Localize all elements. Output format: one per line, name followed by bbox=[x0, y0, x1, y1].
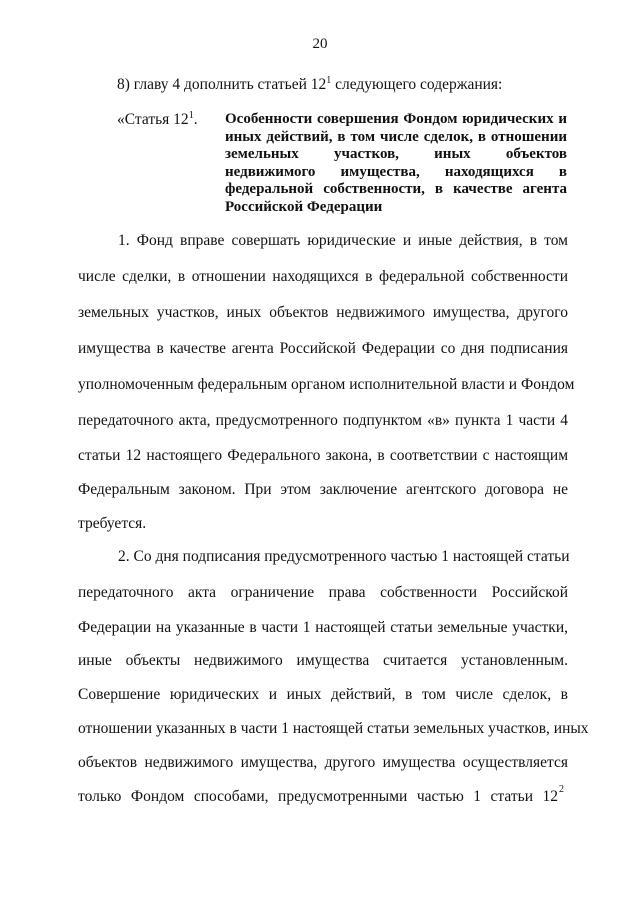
amendment-intro-suffix: следующего содержания: bbox=[331, 76, 503, 93]
article-label-sup: 1 bbox=[188, 110, 194, 121]
paragraph-line: уполномоченным федеральным органом исполнительной власти и Фондом bbox=[78, 376, 575, 393]
paragraph-line: числе сделки, в отношении находящихся в федеральной собственности bbox=[78, 268, 568, 285]
paragraph-line: объектов недвижимого имущества, другого имущества осуществляется bbox=[78, 754, 568, 771]
paragraph-line: передаточного акта, предусмотренного подпунктом «в» пункта 1 части 4 bbox=[78, 412, 568, 429]
article-title-line: Особенности совершения Фондом юридических и bbox=[225, 111, 567, 127]
paragraph-line: Совершение юридических и иных действий, в том числе сделок, в bbox=[78, 686, 568, 703]
article-label-prefix: «Статья 12 bbox=[117, 111, 189, 128]
paragraph-line: 1. Фонд вправе совершать юридические и иные действия, в том bbox=[118, 232, 568, 249]
article-title-line: недвижимого имущества, находящихся в bbox=[225, 163, 567, 180]
article-label-suffix: . bbox=[193, 111, 198, 128]
article-title bbox=[225, 111, 567, 216]
paragraph-line: имущества в качестве агента Российской Федерации со дня подписания bbox=[78, 340, 568, 357]
document-page: 20 8) главу 4 дополнить статьей $12^1$ следующего содержания: «Статья $12^1$. Особенности совершения Фондом юридических и иных действий, в том числе сделок, в отношении земельных участков, иных объектов недвижимого имущества, находящихся в федеральной собственности, в качестве агента Российской Федерации 1. Фонд вправе совершать юридические и иные действия, в том числе сделки, в отношении находящихся в федеральной собственности земельных участков, иных объектов недвижимого имущества, другого имущества в качестве агента Российской Федерации со дня подписания уполномоченным федеральным органом исполнительной власти и Фондом передаточного акта, предусмотренного подпунктом «в» пункта 1 части 4 статьи 12 настоящего Федерального закона, в соответствии с настоящим Федеральным законом. При этом заключение агентского договора не требуется. 2. Со дня подписания предусмотренного частью 1 настоящей статьи передаточного акта ограничение права собственности Российской Федерации на указанные в части 1 настоящей статьи земельные участки, иные объекты недвижимого имущества считается установленным. Совершение юридических и иных действий, в том числе сделок, в отношении указанных в части 1 настоящей статьи земельных участков, иных объектов недвижимого имущества, другого имущества осуществляется только Фондом способами, предусмотренными частью 1 статьи 12 2 bbox=[0, 0, 640, 905]
page-number: 20 bbox=[312, 36, 328, 52]
paragraph-line: требуется. bbox=[78, 515, 147, 532]
article-title-line: иных действий, в том числе сделок, в отношении bbox=[225, 128, 567, 145]
amendment-intro-sup: 1 bbox=[326, 75, 332, 86]
article-title-line: земельных участков, иных объектов bbox=[225, 146, 567, 162]
amendment-intro-text: 8) главу 4 дополнить статьей 12 bbox=[117, 76, 327, 93]
paragraph-line: земельных участков, иных объектов недвижимого имущества, другого bbox=[78, 304, 568, 321]
paragraph-line: отношении указанных в части 1 настоящей статьи земельных участков, иных bbox=[78, 720, 589, 737]
paragraph-line: Федеральным законом. При этом заключение агентского договора не bbox=[78, 481, 568, 498]
article-title-line: федеральной собственности, в качестве агента bbox=[225, 181, 567, 197]
paragraph-line: только Фондом способами, предусмотренными частью 1 статьи 12 bbox=[78, 788, 558, 805]
paragraph-line: 2. Со дня подписания предусмотренного частью 1 настоящей статьи bbox=[118, 548, 570, 565]
article-title-line: Российской Федерации bbox=[225, 198, 383, 215]
amendment-intro bbox=[117, 76, 502, 94]
paragraph-line: передаточного акта ограничение права собственности Российской bbox=[78, 584, 568, 601]
paragraph-line: статьи 12 настоящего Федерального закона, в соответствии с настоящим bbox=[78, 447, 568, 464]
article-label bbox=[117, 111, 198, 129]
paragraph-line: Федерации на указанные в части 1 настоящей статьи земельные участки, bbox=[78, 619, 568, 636]
paragraph-line: иные объекты недвижимого имущества считается установленным. bbox=[78, 652, 568, 669]
